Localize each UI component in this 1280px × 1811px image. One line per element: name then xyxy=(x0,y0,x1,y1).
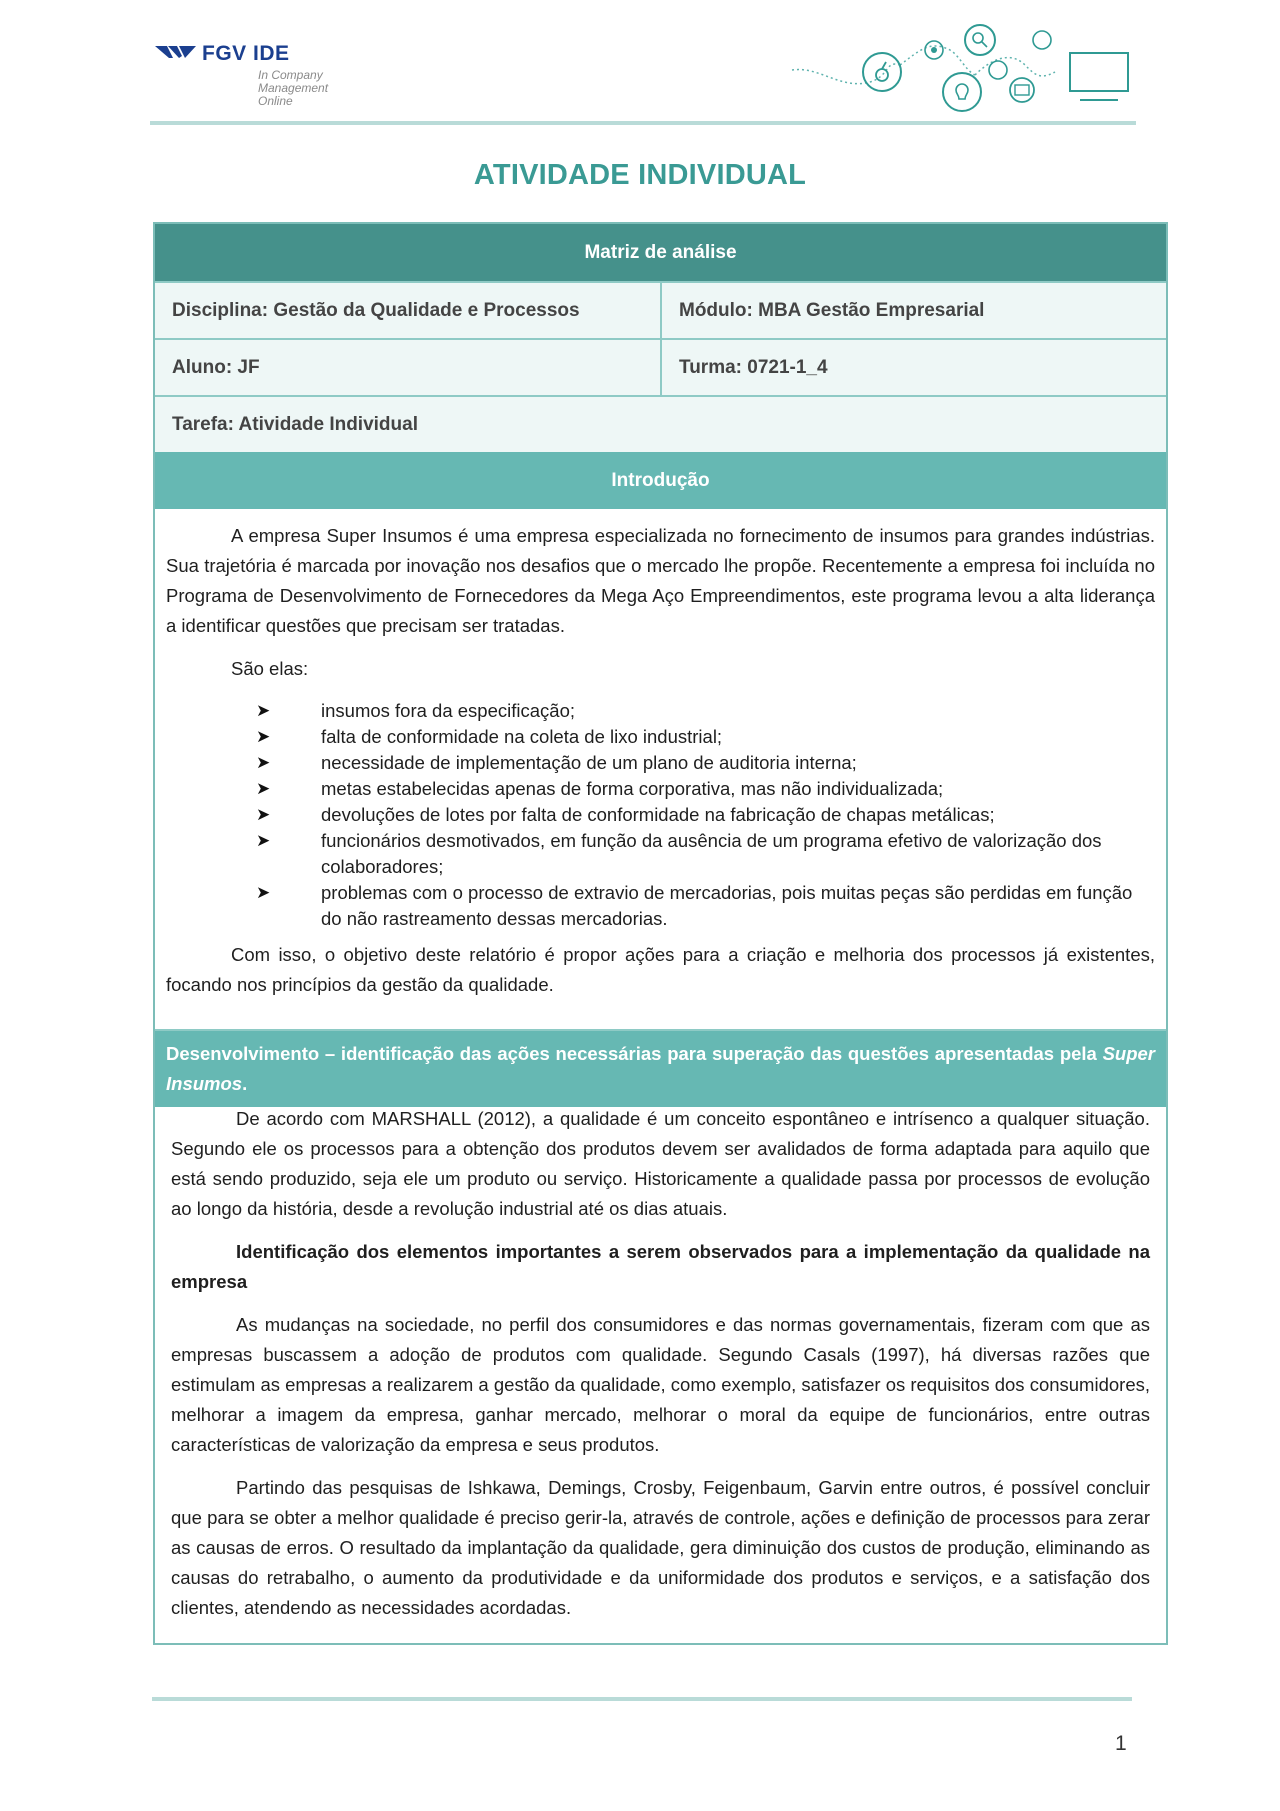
analysis-matrix-table xyxy=(153,222,1168,1645)
arrow-bullet-icon: ➤ xyxy=(256,805,271,824)
list-item: ➤ problemas com o processo de extravio de mercadorias, pois muitas peças são perdidas em função do não rastreamento dessas mercadorias. xyxy=(256,882,1133,929)
intro-paragraph: A empresa Super Insumos é uma empresa especializada no fornecimento de insumos para grandes indústrias. Sua trajetória é marcada por inovação nos desafios que o mercado lhe propõe. Recentemente a empresa foi incluída no Programa de Desenvolvimento de Fornecedores da Mega Aço Empreendimentos, este programa levou a alta liderança a identificar questões que precisam ser tratadas. xyxy=(166,525,1155,636)
list-item: ➤ necessidade de implementação de um plano de auditoria interna; xyxy=(166,750,1155,776)
arrow-bullet-icon: ➤ xyxy=(256,701,271,720)
intro-closing: Com isso, o objetivo deste relatório é propor ações para a criação e melhoria dos processos já existentes, focando nos princípios da gestão da qualidade. xyxy=(166,944,1155,995)
list-item: ➤ devoluções de lotes por falta de conformidade na fabricação de chapas metálicas; xyxy=(166,802,1155,828)
header-illustration-icon xyxy=(790,20,1150,120)
row-task xyxy=(155,395,1166,452)
row-discipline-module xyxy=(155,281,1166,338)
arrow-bullet-icon: ➤ xyxy=(256,779,271,798)
development-header: Desenvolvimento – identificação das ações necessárias para superação das questões apresentadas pela Super Insumos. xyxy=(155,1029,1166,1107)
development-paragraph-2: As mudanças na sociedade, no perfil dos consumidores e das normas governamentais, fizeram com que as empresas buscassem a adoção de produtos com qualidade. Segundo Casals (1997), há diversas razões que estimulam as empresas a realizarem a gestão da qualidade, como exemplo, satisfazer os requisitos dos consumidores, melhorar a imagem da empresa, ganhar mercado, melhorar o moral da equipe de funcionários, entre outras características de valorização da empresa e seus produtos. xyxy=(171,1314,1150,1455)
arrow-bullet-icon: ➤ xyxy=(256,883,271,902)
arrow-bullet-icon: ➤ xyxy=(256,753,271,772)
module-cell: Módulo: MBA Gestão Empresarial xyxy=(660,283,1166,338)
development-subheading: Identificação dos elementos importantes a serem observados para a implementação da qualidade na empresa xyxy=(171,1241,1150,1292)
page-number: 1 xyxy=(1115,1732,1127,1755)
arrow-bullet-icon: ➤ xyxy=(256,727,271,746)
logo-text: FGV IDE xyxy=(202,42,290,65)
arrow-bullet-icon: ➤ xyxy=(256,831,271,850)
list-item: ➤ insumos fora da especificação; xyxy=(166,698,1155,724)
document-title: ATIVIDADE INDIVIDUAL xyxy=(473,159,807,191)
fgv-logo-mark-icon xyxy=(155,44,197,60)
development-body xyxy=(155,1104,1166,1623)
development-paragraph-1: De acordo com MARSHALL (2012), a qualidade é um conceito espontâneo e intrísenco a qualquer situação. Segundo ele os processos para a obtenção dos produtos devem ser avalidados de forma adaptada para aquilo que está sendo produzido, seja ele um produto ou serviço. Historicamente a qualidade passa por processos de evolução ao longo da história, desde a revolução industrial até os dias atuais. xyxy=(171,1108,1150,1219)
matrix-header: Matriz de análise xyxy=(155,224,1166,281)
student-cell: Aluno: JF xyxy=(172,356,260,378)
introduction-header: Introdução xyxy=(155,452,1166,509)
list-item: ➤ falta de conformidade na coleta de lixo industrial; xyxy=(166,724,1155,750)
introduction-body xyxy=(155,521,1166,1000)
class-cell: Turma: 0721-1_4 xyxy=(660,340,1166,395)
logo-subtitle: In Company Management Online xyxy=(258,68,329,108)
intro-lead: São elas: xyxy=(231,658,309,679)
discipline-cell: Disciplina: Gestão da Qualidade e Processos xyxy=(172,299,580,321)
list-item: ➤ funcionários desmotivados, em função da ausência de um programa efetivo de valorização dos colaboradores; xyxy=(256,830,1102,877)
issues-list xyxy=(166,698,1155,932)
footer-divider xyxy=(152,1697,1132,1701)
header-divider xyxy=(150,121,1136,125)
list-item: ➤ metas estabelecidas apenas de forma corporativa, mas não individualizada; xyxy=(166,776,1155,802)
task-cell: Tarefa: Atividade Individual xyxy=(172,413,418,435)
row-student-class xyxy=(155,338,1166,395)
development-paragraph-3: Partindo das pesquisas de Ishkawa, Demings, Crosby, Feigenbaum, Garvin entre outros, é possível concluir que para se obter a melhor qualidade é preciso gerir-la, através de controle, ações e definição de processos para zerar as causas de erros. O resultado da implantação da qualidade, gera diminuição dos custos de produção, eliminando as causas do retrabalho, o aumento da produtividade e da uniformidade dos produtos e serviços, e a satisfação dos clientes, atendendo as necessidades acordadas. xyxy=(171,1477,1150,1618)
